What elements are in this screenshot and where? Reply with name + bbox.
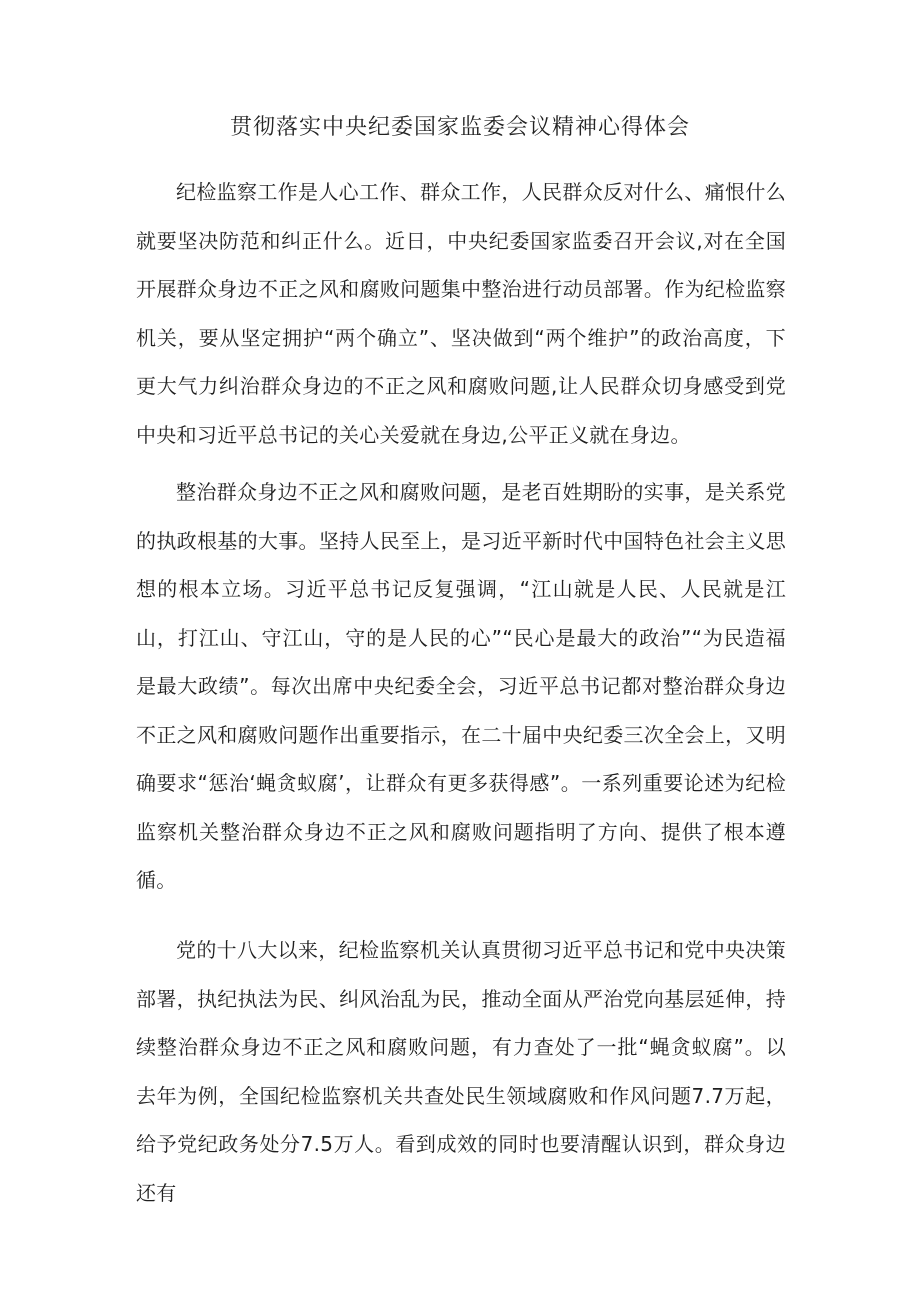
body-paragraph-1: 纪检监察工作是人心工作、群众工作，人民群众反对什么、痛恨什么就要坚决防范和纠正什么。近日，中央纪委国家监委召开会议,对在全国开展群众身边不正之风和腐败问题集中整治进行动员部署。作为纪检监察机关，要从坚定拥护“两个确立”、坚决做到“两个维护”的政治高度，下更大气力纠治群众身边的不正之风和腐败问题,让人民群众切身感受到党中央和习近平总书记的关心关爱就在身边,公平正义就在身边。	[136, 180, 786, 447]
body-paragraph-3: 党的十八大以来，纪检监察机关认真贯彻习近平总书记和党中央决策部署，执纪执法为民、纠风治乱为民，推动全面从严治党向基层延伸，持续整治群众身边不正之风和腐败问题，有力查处了一批“蝇贪蚁腐”。以去年为例，全国纪检监察机关共查处民生领域腐败和作风问题7.7万起，给予党纪政务处分7.5万人。看到成效的同时也要清醒认识到，群众身边还有	[136, 938, 786, 1205]
body-paragraph-2: 整治群众身边不正之风和腐败问题，是老百姓期盼的实事，是关系党的执政根基的大事。坚持人民至上，是习近平新时代中国特色社会主义思想的根本立场。习近平总书记反复强调，“江山就是人民、人民就是江山，打江山、守江山，守的是人民的心”“民心是最大的政治”“为民造福是最大政绩”。每次出席中央纪委全会，习近平总书记都对整治群众身边不正之风和腐败问题作出重要指示，在二十届中央纪委三次全会上，又明确要求“惩治‘蝇贪蚁腐’，让群众有更多获得感”。一系列重要论述为纪检监察机关整治群众身边不正之风和腐败问题指明了方向、提供了根本遵循。	[136, 480, 786, 892]
document-title: 贯彻落实中央纪委国家监委会议精神心得体会	[229, 115, 690, 140]
